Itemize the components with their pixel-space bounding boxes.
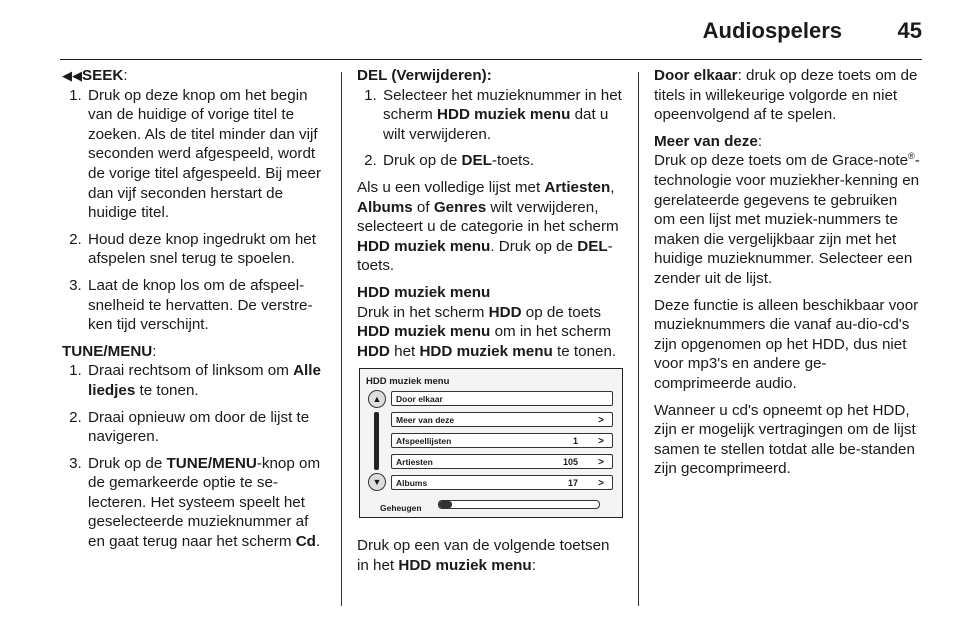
screen-row-artiesten: Artiesten 105 > bbox=[391, 454, 613, 469]
meer-van-deze-heading: Meer van deze: bbox=[654, 132, 763, 150]
gracenote-paragraph: Druk op deze toets om de Grace-note®-technologie voor muziekher-kenning en gerelateerde gegevens te gebruiken om een lijst met muziek-nummers te maken die vergelijkbaar zijn met het huidige muzieknummer. Selecteer een zender uit de lijst. bbox=[654, 151, 920, 287]
header-rule bbox=[60, 59, 922, 60]
chevron-right-icon: > bbox=[598, 436, 604, 448]
page-section-title: Audiospelers bbox=[702, 18, 842, 43]
chevron-right-icon: > bbox=[598, 478, 604, 490]
memory-progress-bar bbox=[438, 500, 600, 509]
tune-step: 2. Draai opnieuw om door de lijst te navigeren. bbox=[86, 408, 326, 447]
screen-row-afspeellijsten: Afspeellijsten 1 > bbox=[391, 433, 613, 448]
chevron-right-icon: > bbox=[598, 415, 604, 427]
memory-progress-fill bbox=[439, 501, 452, 508]
seek-steps bbox=[62, 86, 326, 335]
screen-row-meer-van-deze: Meer van deze > bbox=[391, 412, 613, 427]
screen-row-albums: Albums 17 > bbox=[391, 475, 613, 490]
hdd-paragraph: Druk in het scherm HDD op de toets HDD muziek menu om in het scherm HDD het HDD muziek menu te tonen. bbox=[357, 303, 617, 360]
del-step: 2. Druk op de DEL-toets. bbox=[381, 151, 623, 171]
tune-heading: TUNE/MENU: bbox=[62, 342, 157, 360]
del-heading: DEL (Verwijderen): bbox=[357, 67, 492, 84]
column-right bbox=[654, 66, 922, 486]
tune-step: 3. Druk op de TUNE/MENU-knop om de gemarkeerde optie te se-lecteren. Het systeem speelt het geselecteerde muzieknummer af en gaat terug naar het scherm Cd. bbox=[86, 454, 326, 552]
seek-step: 3. Laat de knop los om de afspeel-snelheid te hervatten. De verstre-ken tijd verschijnt. bbox=[86, 276, 326, 335]
memory-label: Geheugen bbox=[380, 503, 422, 514]
seek-step: 2. Houd deze knop ingedrukt om het afspelen snel terug te spoelen. bbox=[86, 230, 326, 269]
keys-intro: Druk op een van de volgende toetsen in het HDD muziek menu: bbox=[357, 537, 610, 574]
seek-step: 1. Druk op deze knop om het begin van de huidige of vorige titel te zoeken. Als de titel minder dan vijf seconden werd afgespeeld, wordt de vorige titel afgespeeld. Bij meer dan vijf seconden herstart de huidige titel. bbox=[86, 86, 326, 223]
del-steps bbox=[357, 86, 623, 171]
scrollbar bbox=[374, 412, 379, 470]
delete-paragraph: Als u een volledige lijst met Artiesten, Albums of Genres wilt verwijderen, selecteert u de categorie in het scherm HDD muziek menu. Druk op de DEL-toets. bbox=[357, 178, 619, 275]
scroll-down-icon: ▼ bbox=[368, 473, 386, 491]
scroll-up-icon: ▲ bbox=[368, 390, 386, 408]
rewind-icon: ◀◀ bbox=[62, 68, 82, 83]
chevron-right-icon: > bbox=[598, 457, 604, 469]
column-middle bbox=[357, 66, 623, 583]
delay-paragraph: Wanneer u cd's opneemt op het HDD, zijn er mogelijk vertragingen om de lijst samen te stellen totdat alle be-standen zijn gecomprimeerd. bbox=[654, 401, 916, 478]
seek-heading: ◀◀SEEK: bbox=[62, 67, 128, 84]
page-number: 45 bbox=[897, 18, 922, 43]
door-elkaar-paragraph: Door elkaar: druk op deze toets om de titels in willekeurige volgorde en niet opeenvolgend af te spelen. bbox=[654, 67, 918, 124]
column-left bbox=[62, 66, 326, 559]
column-divider bbox=[341, 72, 342, 606]
del-step: 1. Selecteer het muzieknummer in het scherm HDD muziek menu dat u wilt verwijderen. bbox=[381, 86, 623, 145]
tune-steps bbox=[62, 361, 326, 551]
screen-row-door-elkaar: Door elkaar bbox=[391, 391, 613, 406]
tune-step: 1. Draai rechtsom of linksom om Alle liedjes te tonen. bbox=[86, 361, 326, 400]
availability-paragraph: Deze functie is alleen beschikbaar voor muzieknummers die vanaf au-dio-cd's zijn opgenomen op het HDD, dus niet voor mp3's en andere ge-comprimeerde audio. bbox=[654, 296, 919, 392]
screen-title: HDD muziek menu bbox=[366, 376, 450, 388]
hdd-menu-screenshot bbox=[359, 368, 623, 518]
hdd-heading: HDD muziek menu bbox=[357, 283, 491, 301]
column-divider bbox=[638, 72, 639, 606]
